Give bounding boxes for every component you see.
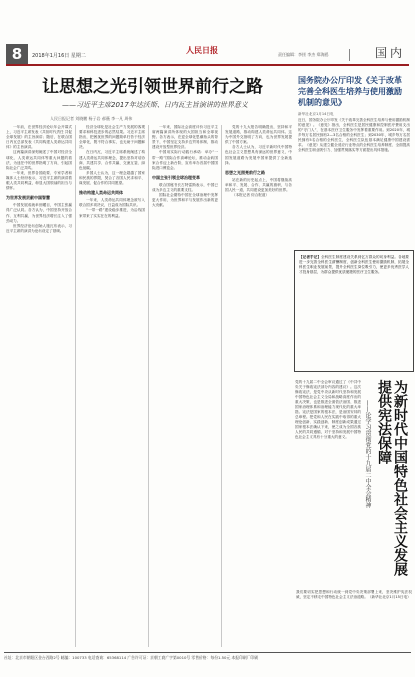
main-article xyxy=(6,125,292,647)
paragraph: 各方人士认为，习近平新时代中国特色社会主义思想具有深远的世界意义，中国发展道路为发展中国家提供了全新选择。 xyxy=(225,145,292,165)
news-headline: 国务院办公厅印发《关于改革完善全科医生培养与使用激励机制的意见》 xyxy=(298,76,402,107)
paragraph: 一年来，国际社会高度评价习近平主席两篇演讲所体现的大国担当和全球视野。各方表示，在逆全球化思潮抬头的背景下，中国坚定支持多边贸易体制，推动建设开放型世界经济。 xyxy=(152,125,218,150)
paragraph: 中国发展成就举世瞩目，中国主张赢得广泛认同。各方认为，中国坚持开放合作、互利共赢，为世界经济增长注入了强劲动力。 xyxy=(6,203,72,223)
issue-date: 2018年1月16日 星期二 xyxy=(32,53,86,59)
article-column-3 xyxy=(152,125,218,647)
paragraph: 中国用实际行动践行承诺：举办“一带一路”国际合作高峰论坛，推动金砖国家合作迈上新台阶，宣布举办首届中国国际进口博览会。 xyxy=(152,150,218,170)
main-byline: 人民日报记者 刘晓鹏 杨子岩 郝薇 李一凡 周伟 xyxy=(50,116,133,121)
page-footer: 社址：北京市朝阳区金台西路2号 邮编：100733 电话查询：65368114 广告许可证：京朝工商广字第0010号 零售价格：每份1.50元 本报印刷厂印刷 xyxy=(4,652,411,661)
paragraph: 世界经济论坛创始人施瓦布表示，习近平主席的演讲为论坛设定了基调。 xyxy=(6,223,72,233)
paragraph: 这两篇演讲深刻阐述了中国对经济全球化、人类命运共同体等重大问题的看法，为迷茫中的世界指明了方向，引起国际社会广泛共鸣。 xyxy=(6,150,72,170)
paragraph: （本报记者 综合报道） xyxy=(232,193,270,198)
column-rule xyxy=(221,125,222,647)
article-column-2 xyxy=(79,125,145,647)
section-label: 国内 xyxy=(374,46,405,60)
editorial-subtitle: ——论学习贯彻党的十九届二中全会精神 xyxy=(364,400,371,508)
page-header xyxy=(6,44,409,66)
paragraph: 经济全球化是社会生产力发展的客观要求和科技进步的必然结果。习近平主席指出，把困扰世界的问题简单归咎于经济全球化，既不符合事实，也无助于问题解决。 xyxy=(79,125,145,150)
section-divider xyxy=(349,49,350,61)
editorial-title: 为新时代中国特色社会主义发展提供宪法保障 xyxy=(376,380,408,576)
commentary-label: 【记者手记】 xyxy=(299,255,322,259)
commentary-text xyxy=(299,255,409,367)
paragraph: 在日内瓦，习近平主席系统阐述了构建人类命运共同体理念，提出坚持对话协商、共建共享、合作共赢、交流互鉴、绿色低碳。 xyxy=(79,150,145,170)
main-subhead: ——习近平主席2017年达沃斯、日内瓦主旨演讲的世界意义 xyxy=(62,101,248,109)
section-heading: 思想之光照亮前行之路 xyxy=(225,169,265,175)
paragraph: 联合国秘书长古特雷斯表示，中国已成为多边主义的重要支柱。 xyxy=(152,182,218,193)
section-heading: 中国主张引领全球治理变革 xyxy=(152,174,200,180)
paragraph: 一年来，人类命运共同体理念被写入联合国多项决议，日益成为国际共识。 xyxy=(79,198,145,208)
main-headline: 让思想之光引领世界前行之路 xyxy=(42,77,263,97)
editorial-body-continued: 我们要切实把思想和行动统一到党中央决策部署上来，坚决维护宪法权威，坚定不移走中国特色社会主义法治道路。（新华社北京1月15日电） xyxy=(296,590,412,599)
page-number: 8 xyxy=(6,44,28,64)
paragraph: 一年前，在世界经济论坛年会开幕式上，习近平主席发表《共担时代责任 共促全球发展》的主旨演讲；随后，在联合国日内瓦总部发表《共同构建人类命运共同体》的主旨演讲。 xyxy=(6,125,72,150)
article-column-1 xyxy=(6,125,72,647)
commentary-box xyxy=(294,250,414,372)
column-rule xyxy=(75,125,76,647)
paragraph: 一年来，世界各国政要、专家学者和媒体人士纷纷表示，习近平主席的演讲着眼人类共同利益，彰显大国领袖的担当与情怀。 xyxy=(6,170,72,191)
editor-credits: 责任编辑：李拯 李杰 郑海鸥 xyxy=(278,52,329,57)
section-heading: 为世界发展贡献中国智慧 xyxy=(6,195,50,201)
article-column-4 xyxy=(225,125,292,647)
news-body: 近日，国务院办公厅印发《关于改革完善全科医生培养与使用激励机制的意见》。《意见》指出，全科医生是居民健康和控制医疗费用支出的“守门人”，在基本医疗卫生服务中发挥着重要作用。到2020年，城乡每万名居民拥有2—3名合格的全科医生；到2030年，城乡每万名居民拥有5名合格的全科医生，全科医生队伍基本满足健康中国建设需求。《意见》从建立健全适应行业特点的全科医生培养制度、全面提高全科医生职业吸引力、加强贯彻落实等方面提出具体措施。 xyxy=(298,118,410,152)
paragraph: 站在新的历史起点上，中国将继续高举和平、发展、合作、共赢的旗帜，与各国人民一道，共同建设更加美好的世界。 xyxy=(225,177,292,193)
news-dateline: 新华社北京1月14日电 xyxy=(298,112,334,116)
masthead-logo: 人民日报 xyxy=(186,46,218,55)
editorial-body: 党的十九届二中全会审议通过了《中共中央关于修改宪法部分内容的建议》。这次修改宪法，是党中央从新时代坚持和发展中国特色社会主义全局和战略高度作出的重大决策，也是推进全面依法治国、推进国家治理体系和治理能力现代化的重大举措。宪法是国家的根本法，是治国安邦的总章程。把党和人民在实践中取得的重大理论创新、实践创新、制度创新成果通过国家根本法确认下来，使之成为全国各族人民的共同遵循，对于坚持和发展中国特色社会主义具有十分重大的意义。 xyxy=(295,380,361,439)
paragraph: “一带一路”建设稳步推进，为沿线国家带来了实实在在的利益。 xyxy=(79,208,145,218)
paragraph: 多国人士认为，这一理念超越了国家和民族的界限，契合了各国人民求和平、谋发展、促合作的共同愿望。 xyxy=(79,170,145,186)
commentary-body: 全科医生制度建设关系到亿万群众的切身利益。各地要进一步完善全科医生薪酬制度，创新全科医生使用激励机制，拓展全科医生职业发展前景，提升全科医生岗位吸引力，使更多优秀医学人才投身基层，为群众提供优质便捷的医疗卫生服务。 xyxy=(299,255,409,274)
paragraph: 党的十九大报告明确提出，坚持和平发展道路，推动构建人类命运共同体。这为中国外交指明了方向，也为世界发展提供了中国方案。 xyxy=(225,125,292,145)
paragraph: 国际社会期待中国在全球治理中发挥更大作用，为世界和平与发展作出新的更大贡献。 xyxy=(152,193,218,208)
section-heading: 推动构建人类命运共同体 xyxy=(79,190,123,196)
editorial-section xyxy=(295,378,412,588)
column-rule xyxy=(148,125,149,647)
